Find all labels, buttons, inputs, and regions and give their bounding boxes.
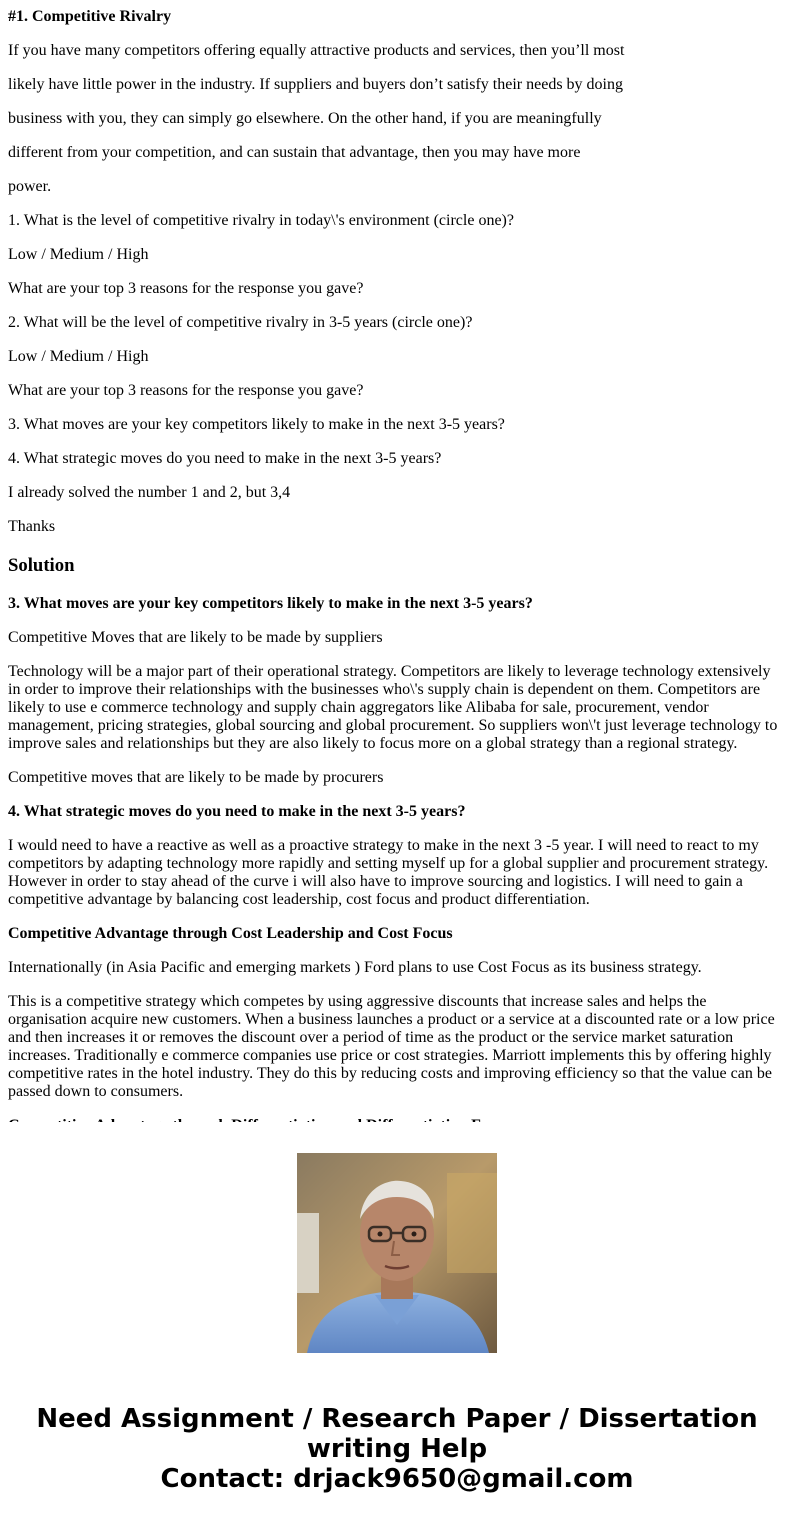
avatar <box>297 1153 497 1353</box>
cost-focus-body: This is a competitive strategy which competes by using aggressive discounts that increase sales and helps the organisation acquire new customers. When a business launches a product or a service at a discounted rate or a low price and then increases it or removes the discount over a period of time as the product or the service market saturation increases. Traditionally e commerce companies use price or cost strategies. Marriott implements this by offering highly competitive rates in the hotel industry. They do this by reducing costs and improving efficiency so that the value can be passed down to consumers. <box>8 993 775 1100</box>
question-line: Low / Medium / High <box>8 246 149 263</box>
portrait-photo <box>297 1153 497 1353</box>
question-line: 1. What is the level of competitive rivalry in today\'s environment (circle one)? <box>8 212 514 229</box>
question-line: What are your top 3 reasons for the response you gave? <box>8 382 364 399</box>
question-line: 4. What strategic moves do you need to make in the next 3-5 years? <box>8 450 442 467</box>
solution-heading: Solution <box>8 555 75 576</box>
procurers-intro: Competitive moves that are likely to be made by procurers <box>8 769 384 786</box>
question-line: 3. What moves are your key competitors likely to make in the next 3-5 years? <box>8 416 505 433</box>
question-line: I already solved the number 1 and 2, but 3,4 <box>8 484 291 501</box>
promo-banner <box>0 1122 794 1523</box>
question-line: power. <box>8 178 52 195</box>
question-line: different from your competition, and can sustain that advantage, then you may have more <box>8 144 581 161</box>
q4-body: I would need to have a reactive as well as a proactive strategy to make in the next 3 -5 year. I will need to react to my competitors by adapting technology more rapidly and setting myself up for a global supplier and procurement strategy. However in order to stay ahead of the curve i will also have to improve sourcing and logistics. I will need to gain a competitive advantage by balancing cost leadership, cost focus and product differentiation. <box>8 837 769 908</box>
question-line: business with you, they can simply go elsewhere. On the other hand, if you are meaningfully <box>8 110 602 127</box>
question-line: Low / Medium / High <box>8 348 149 365</box>
promo-text <box>0 1404 794 1494</box>
cost-focus-intro: Internationally (in Asia Pacific and emerging markets ) Ford plans to use Cost Focus as its business strategy. <box>8 959 702 976</box>
question-line: likely have little power in the industry. If suppliers and buyers don’t satisfy their needs by doing <box>8 76 623 93</box>
promo-contact: Contact: drjack9650@gmail.com <box>160 1464 634 1494</box>
question-line: Thanks <box>8 518 56 535</box>
promo-line: Need Assignment / Research Paper / Dissertation <box>36 1404 758 1434</box>
question-line: What are your top 3 reasons for the response you gave? <box>8 280 364 297</box>
question-line: If you have many competitors offering equally attractive products and services, then you’ll most <box>8 42 625 59</box>
question-line: 2. What will be the level of competitive rivalry in 3-5 years (circle one)? <box>8 314 473 331</box>
suppliers-body: Technology will be a major part of their operational strategy. Competitors are likely to leverage technology extensively in order to improve their relationships with the businesses who\'s supply chain is dependent on them. Competitors are likely to use e commerce technology and supply chain aggregators like Alibaba for sale, procurement, vendor management, pricing strategies, global sourcing and global procurement. So suppliers won\'t just leverage technology to improve sales and relationships but they are also likely to focus more on a global strategy than a regional strategy. <box>8 663 778 752</box>
suppliers-intro: Competitive Moves that are likely to be made by suppliers <box>8 629 383 646</box>
answer-q4-heading: 4. What strategic moves do you need to make in the next 3-5 years? <box>8 803 466 820</box>
promo-line: writing Help <box>306 1434 488 1464</box>
question-title: #1. Competitive Rivalry <box>8 8 172 25</box>
cost-leadership-heading: Competitive Advantage through Cost Leadership and Cost Focus <box>8 925 453 942</box>
document-body <box>8 0 783 1122</box>
answer-q3-heading: 3. What moves are your key competitors likely to make in the next 3-5 years? <box>8 595 533 612</box>
